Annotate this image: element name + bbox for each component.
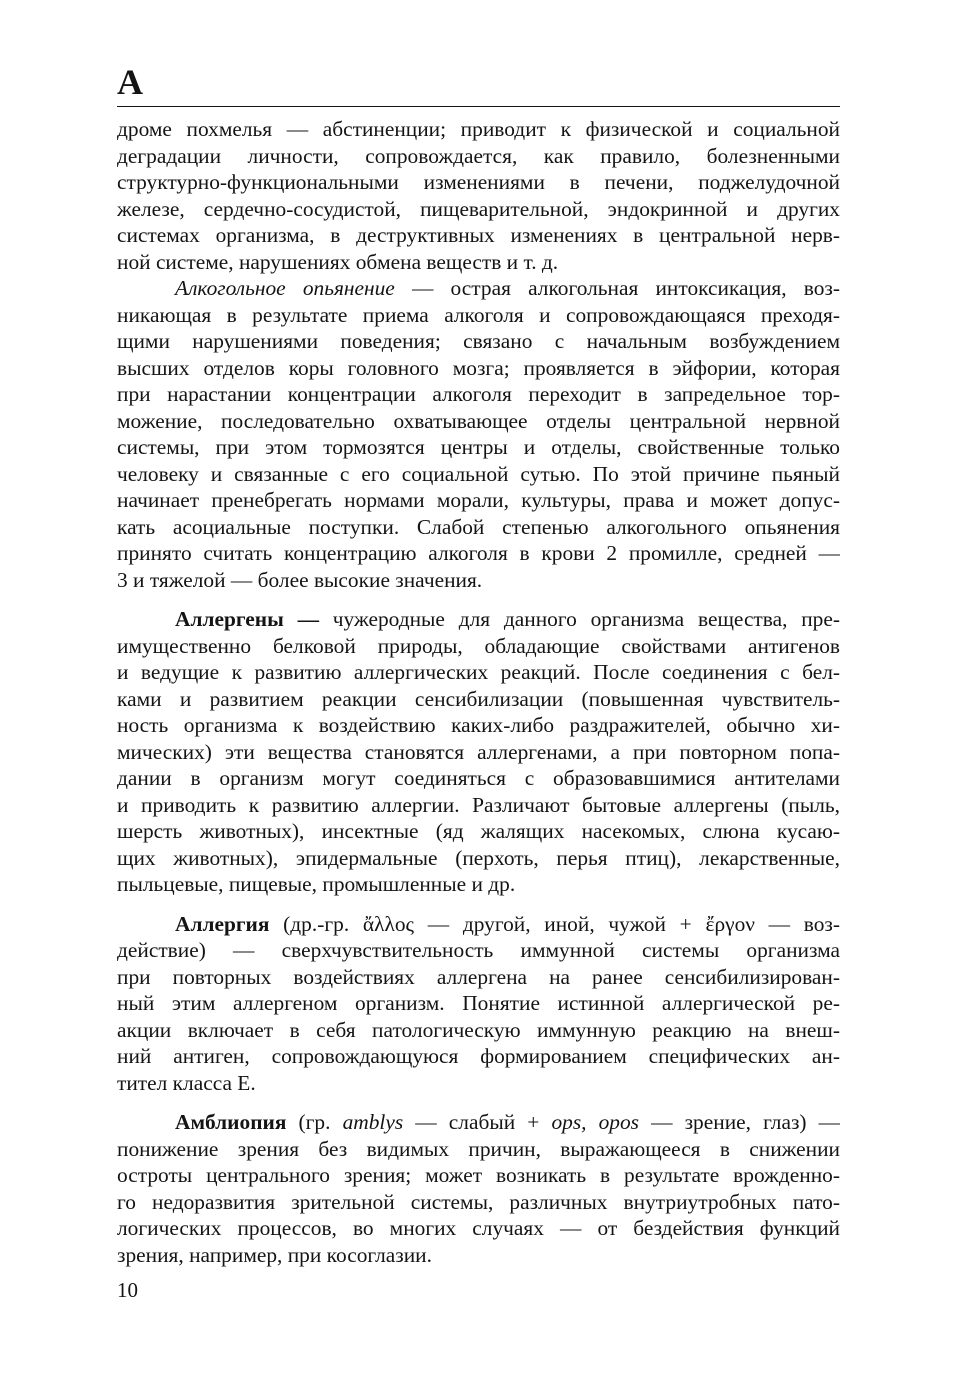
text-line: мических) эти вещества становятся аллергенами, а при повторном попа- (117, 739, 840, 764)
entry-term: Аллергены — (175, 607, 319, 631)
entry-term: Алкогольное опьянение (175, 276, 395, 300)
text-line: системах организма, в деструктивных изменениях в центральной нерв- (117, 223, 840, 247)
text-line: ный этим аллергеном организм. Понятие истинной аллергической ре- (117, 991, 840, 1015)
text-line-first (117, 606, 840, 633)
text-line: ность организма к воздействию каких-либо раздражителей, обычно хи- (117, 713, 840, 737)
text-line: действие) — сверхчувствительность иммунной системы организма (117, 938, 840, 962)
text-line: логических процессов, во многих случаях — от бездействия функций (117, 1216, 840, 1240)
text-line: системы, при этом тормозятся центры и отделы, свойственные только (117, 435, 840, 459)
text-line: щих животных), эпидермальные (перхоть, перья птиц), лекарственные, (117, 845, 840, 870)
text-line: кать асоциальные поступки. Слабой степенью алкогольного опьянения (117, 514, 840, 539)
text-line: дроме похмелья — абстиненции; приводит к физической и социальной (117, 117, 840, 141)
text-line: человеку и связанные с его социальной сутью. По этой причине пьяный (117, 461, 840, 486)
text-line-first (117, 275, 840, 302)
section-letter: А (117, 62, 143, 102)
text-line: ками и развитием реакции сенсибилизации (повышенная чувствитель- (117, 686, 840, 711)
entry-allergy (117, 911, 840, 1097)
text-line: имущественно белковой природы, обладающие свойствами антигенов (117, 633, 840, 658)
text-line: и ведущие к развитию аллергических реакций. После соединения с бел- (117, 660, 840, 684)
etymology-word: ops, opos (551, 1110, 640, 1134)
text-line: структурно-функциональными изменениями в печени, поджелудочной (117, 170, 840, 194)
entry-term: Аллергия (175, 911, 270, 936)
text-line-first (117, 1109, 840, 1136)
text-line: при повторных воздействиях аллергена на ранее сенсибилизирован- (117, 964, 840, 989)
text-line: ной системе, нарушениях обмена веществ и т. д. (117, 249, 559, 274)
entry-term: Амблиопия (175, 1110, 287, 1134)
text-line: тител класса Е. (117, 1070, 256, 1095)
text-line: никающая в результате приема алкоголя и сопровождающаяся преходя- (117, 302, 840, 327)
entry-amblyopia (117, 1109, 840, 1268)
text-line: пыльцевые, пищевые, промышленные и др. (117, 872, 516, 896)
text-line: принято считать концентрацию алкоголя в крови 2 промилле, средней — (117, 541, 840, 565)
entry-alcohol-intoxication (117, 275, 840, 593)
etymology-word: amblys (342, 1110, 404, 1134)
page-body (117, 116, 840, 1268)
text-line: акции включает в себя патологическую иммунную реакцию на внеш- (117, 1017, 840, 1042)
text-line: понижение зрения без видимых причин, выражающееся в снижении (117, 1136, 840, 1161)
etymology-gloss: — слабый + (403, 1110, 552, 1134)
text-line: ний антиген, сопровождающуюся формированием специфических ан- (117, 1044, 840, 1068)
text-line: шерсть животных), инсектные (яд жалящих насекомых, слюна кусаю- (117, 819, 840, 843)
entry-definition: чужеродные для данного организма вещества, пре- (318, 607, 840, 631)
text-line: деградации личности, сопровождается, как правило, болезненными (117, 143, 840, 168)
entry-definition: (др.-гр. ἄλλος — другой, иной, чужой + ἔργον — воз- (269, 911, 840, 936)
text-line-first (117, 911, 840, 938)
entry-definition: — острая алкогольная интоксикация, воз- (394, 276, 840, 300)
text-line: можение, последовательно охватывающее отделы центральной нервной (117, 408, 840, 433)
text-line: щими нарушениями поведения; связано с начальным возбуждением (117, 329, 840, 353)
header-rule (117, 106, 840, 107)
entry-allergens (117, 606, 840, 898)
etymology-prefix: (гр. (286, 1110, 343, 1134)
text-line: начинает пренебрегать нормами морали, культуры, права и может допус- (117, 488, 840, 512)
etymology-gloss: — зрение, глаз) — (639, 1110, 840, 1134)
text-line: го недоразвития зрительной системы, различных внутриутробных пато- (117, 1189, 840, 1214)
text-line: дании в организм могут соединяться с образовавшимися антителами (117, 766, 840, 790)
text-line: и приводить к развитию аллергии. Различают бытовые аллергены (пыль, (117, 792, 840, 817)
text-line: 3 и тяжелой — более высокие значения. (117, 567, 483, 592)
text-line: при нарастании концентрации алкоголя переходит в запредельное тор- (117, 382, 840, 406)
page-number: 10 (117, 1278, 138, 1302)
continuation-paragraph (117, 116, 840, 275)
text-line: высших отделов коры головного мозга; проявляется в эйфории, которая (117, 355, 840, 380)
text-line: зрения, например, при косоглазии. (117, 1242, 432, 1267)
text-line: остроты центрального зрения; может возникать в результате врожденно- (117, 1163, 840, 1187)
text-line: железе, сердечно-сосудистой, пищеварительной, эндокринной и других (117, 196, 840, 221)
